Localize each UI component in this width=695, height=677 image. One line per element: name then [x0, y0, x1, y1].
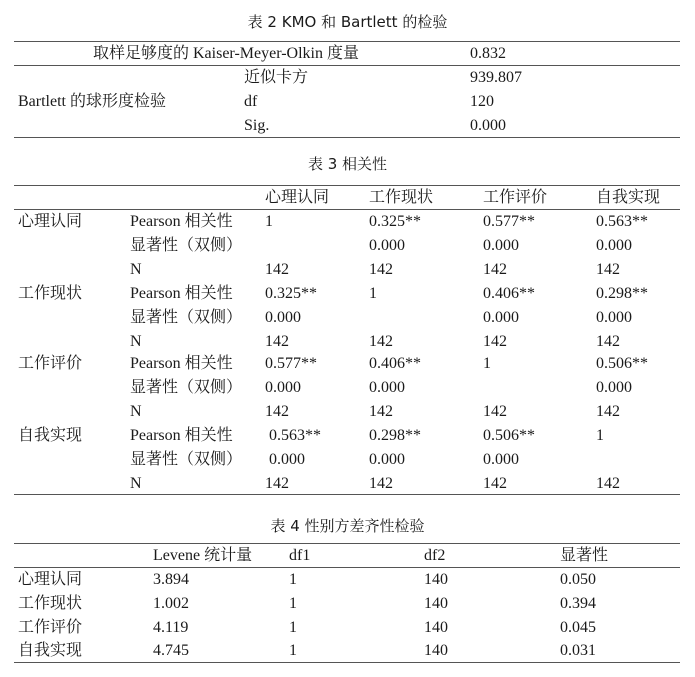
- table-cell: 0.298**: [369, 427, 421, 444]
- column-header: 自我实现: [596, 189, 661, 206]
- table2-caption: 表 2 KMO 和 Bartlett 的检验: [247, 13, 448, 31]
- table-cell: 142: [483, 261, 507, 278]
- row-variable-label: 心理认同: [18, 571, 83, 588]
- bartlett-label: Bartlett 的球形度检验: [18, 93, 166, 110]
- table-cell: 0.577**: [483, 213, 535, 230]
- table4-header-rule: [14, 567, 680, 568]
- table-cell: 0.000: [269, 451, 305, 468]
- bartlett-stat-value: 120: [470, 93, 494, 110]
- table-cell: 0.563**: [596, 213, 648, 230]
- table-cell: 142: [265, 403, 289, 420]
- table-cell: 0.000: [369, 237, 405, 254]
- table4-caption: 表 4 性别方差齐性检验: [270, 517, 425, 535]
- column-header: 显著性: [560, 547, 609, 564]
- table-cell: 1: [289, 642, 297, 659]
- row-stat-label: N: [130, 333, 142, 350]
- table-cell: 1: [289, 571, 297, 588]
- table-cell: 142: [369, 333, 393, 350]
- column-header: 工作现状: [369, 189, 434, 206]
- table-cell: 1: [369, 285, 377, 302]
- column-header: df1: [289, 547, 311, 564]
- table-cell: 140: [424, 595, 448, 612]
- table-cell: 0.406**: [369, 355, 421, 372]
- row-stat-label: 显著性（双侧）: [130, 237, 243, 254]
- kmo-label: 取样足够度的 Kaiser-Meyer-Olkin 度量: [93, 45, 359, 62]
- table-cell: 0.298**: [596, 285, 648, 302]
- row-variable-label: 自我实现: [18, 427, 83, 444]
- table-cell: 0.000: [369, 379, 405, 396]
- row-stat-label: Pearson 相关性: [130, 355, 233, 372]
- table-cell: 0.000: [596, 237, 632, 254]
- table-cell: 0.000: [265, 309, 301, 326]
- row-stat-label: 显著性（双侧）: [130, 379, 243, 396]
- table-cell: 4.119: [153, 619, 189, 636]
- row-variable-label: 自我实现: [18, 642, 83, 659]
- table-cell: 0.000: [483, 309, 519, 326]
- row-stat-label: N: [130, 261, 142, 278]
- column-header: 工作评价: [483, 189, 548, 206]
- table-cell: 0.325**: [265, 285, 317, 302]
- table-cell: 0.406**: [483, 285, 535, 302]
- table3-header-rule: [14, 209, 680, 210]
- table-cell: 1: [289, 619, 297, 636]
- table-cell: 0.394: [560, 595, 596, 612]
- table2-top-rule: [14, 41, 680, 42]
- row-variable-label: 工作评价: [18, 355, 83, 372]
- table-cell: 1: [265, 213, 273, 230]
- table2-bottom-rule: [14, 137, 680, 138]
- column-header: Levene 统计量: [153, 547, 253, 564]
- row-stat-label: 显著性（双侧）: [130, 309, 243, 326]
- table-cell: 0.000: [483, 451, 519, 468]
- table-cell: 1: [289, 595, 297, 612]
- table2-mid-rule: [14, 65, 680, 66]
- table-cell: 0.325**: [369, 213, 421, 230]
- bartlett-stat-label: 近似卡方: [244, 69, 309, 86]
- table4-top-rule: [14, 543, 680, 544]
- row-variable-label: 心理认同: [18, 213, 83, 230]
- table3-caption: 表 3 相关性: [307, 155, 388, 173]
- table-cell: 1.002: [153, 595, 189, 612]
- table-cell: 142: [483, 475, 507, 492]
- row-stat-label: Pearson 相关性: [130, 213, 233, 230]
- table-cell: 142: [483, 403, 507, 420]
- table-cell: 0.506**: [483, 427, 535, 444]
- table-cell: 0.045: [560, 619, 596, 636]
- table-cell: 140: [424, 642, 448, 659]
- bartlett-stat-value: 0.000: [470, 117, 506, 134]
- table-cell: 0.000: [483, 237, 519, 254]
- table-cell: 0.000: [265, 379, 301, 396]
- table-cell: 0.000: [596, 309, 632, 326]
- table-cell: 1: [483, 355, 491, 372]
- table-cell: 142: [369, 261, 393, 278]
- bartlett-stat-label: Sig.: [244, 117, 270, 134]
- table-cell: 142: [369, 403, 393, 420]
- column-header: 心理认同: [265, 189, 330, 206]
- table-cell: 140: [424, 571, 448, 588]
- table-cell: 0.506**: [596, 355, 648, 372]
- table-cell: 142: [596, 261, 620, 278]
- table-cell: 142: [596, 333, 620, 350]
- table-cell: 4.745: [153, 642, 189, 659]
- table-cell: 0.563**: [269, 427, 321, 444]
- table-cell: 0.031: [560, 642, 596, 659]
- table-cell: 140: [424, 619, 448, 636]
- row-stat-label: Pearson 相关性: [130, 285, 233, 302]
- table4-bottom-rule: [14, 662, 680, 663]
- table-cell: 142: [265, 333, 289, 350]
- bartlett-stat-label: df: [244, 93, 258, 110]
- table-cell: 0.050: [560, 571, 596, 588]
- row-stat-label: 显著性（双侧）: [130, 451, 243, 468]
- table-cell: 0.000: [369, 451, 405, 468]
- row-variable-label: 工作现状: [18, 595, 83, 612]
- table-cell: 142: [596, 403, 620, 420]
- kmo-value: 0.832: [470, 45, 506, 62]
- row-variable-label: 工作现状: [18, 285, 83, 302]
- table-cell: 0.577**: [265, 355, 317, 372]
- row-stat-label: Pearson 相关性: [130, 427, 233, 444]
- column-header: df2: [424, 547, 446, 564]
- table-cell: 142: [265, 261, 289, 278]
- row-stat-label: N: [130, 475, 142, 492]
- table-cell: 142: [483, 333, 507, 350]
- row-stat-label: N: [130, 403, 142, 420]
- table-cell: 142: [369, 475, 393, 492]
- table3-top-rule: [14, 185, 680, 186]
- table-cell: 3.894: [153, 571, 189, 588]
- table-cell: 1: [596, 427, 604, 444]
- table3-bottom-rule: [14, 494, 680, 495]
- row-variable-label: 工作评价: [18, 619, 83, 636]
- table-cell: 0.000: [596, 379, 632, 396]
- table-cell: 142: [596, 475, 620, 492]
- table-cell: 142: [265, 475, 289, 492]
- bartlett-stat-value: 939.807: [470, 69, 522, 86]
